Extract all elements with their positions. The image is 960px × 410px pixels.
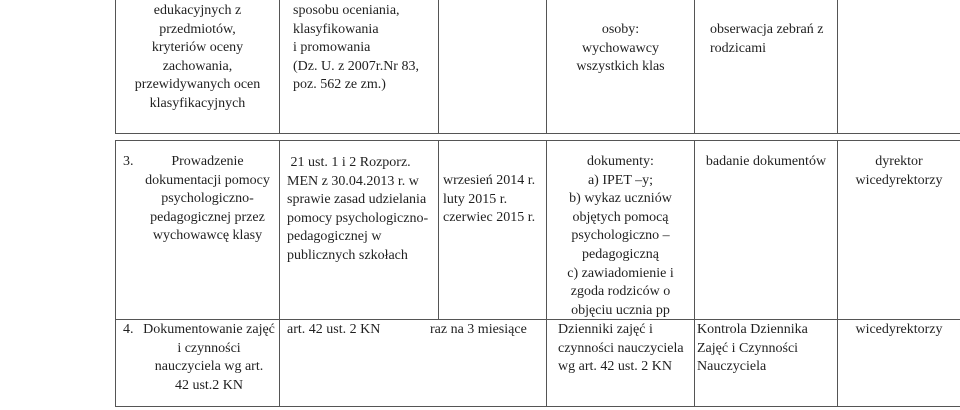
table-border-bottom xyxy=(115,406,960,407)
row3-col4-cell xyxy=(547,153,694,320)
text-line: edukacyjnych z xyxy=(153,3,242,18)
text-line: wicedyrektorzy xyxy=(855,322,943,337)
text-line: dokumentacji pomocy xyxy=(145,172,270,188)
text-line: psychologiczno – xyxy=(571,228,670,244)
row3-col3-cell xyxy=(443,172,546,228)
text-line: wychowawcy xyxy=(582,40,659,56)
text-line: i promowania xyxy=(293,40,371,56)
text-line: psychologiczno- xyxy=(161,191,254,207)
top-row-col5-cell xyxy=(710,21,837,58)
top-row-col2-cell xyxy=(293,2,438,95)
text-line: a) IPET –y; xyxy=(587,172,654,188)
text-line: osoby: xyxy=(601,22,640,37)
text-line: pomocy psychologiczno- xyxy=(287,210,429,226)
table-border-v xyxy=(438,140,439,320)
text-line: zgoda rodziców o xyxy=(570,284,671,300)
text-line: wychowawcę klasy xyxy=(152,228,263,244)
table-border-v xyxy=(694,0,695,134)
text-line: dokumenty: xyxy=(587,154,654,169)
text-line: Kontrola Dziennika xyxy=(697,322,808,337)
text-line: wicedyrektorzy xyxy=(855,172,943,188)
text-line: raz na 3 miesiące xyxy=(430,322,527,337)
text-line: 42 ust.2 KN xyxy=(174,377,244,393)
table-border-v xyxy=(694,140,695,407)
text-line: poz. 562 ze zm.) xyxy=(293,77,386,93)
text-line: kryteriów oceny xyxy=(151,40,244,56)
table-border-v xyxy=(837,0,838,134)
row4-col5-cell xyxy=(697,321,837,377)
row4-col4-cell xyxy=(558,321,694,377)
text-line: pedagogiczną xyxy=(582,246,659,262)
text-line: czerwiec 2015 r. xyxy=(443,210,536,226)
text-line: obserwacja zebrań z xyxy=(710,22,824,37)
text-line: zachowania, xyxy=(162,58,233,74)
top-row-col1-cell xyxy=(116,2,279,114)
row4-col2-cell xyxy=(287,321,437,340)
table-border-v xyxy=(115,140,116,407)
text-line: klasyfikowania xyxy=(293,21,379,37)
text-line: (Dz. U. z 2007r.Nr 83, xyxy=(293,58,419,74)
text-line: pedagogicznej w xyxy=(287,229,382,245)
text-line: badanie dokumentów xyxy=(705,154,827,169)
text-line: klasyfikacyjnych xyxy=(149,95,246,111)
row4-col1-cell xyxy=(140,321,278,395)
text-line: luty 2015 r. xyxy=(443,191,508,207)
text-line: Nauczyciela xyxy=(697,359,767,375)
text-line: wg art. 42 ust. 2 KN xyxy=(558,359,672,375)
text-line: rodzicami xyxy=(710,40,766,56)
table-border-v xyxy=(438,0,439,134)
text-line: nauczyciela wg art. xyxy=(154,359,264,375)
table-border-row3-top xyxy=(115,140,960,141)
text-line: dyrektor xyxy=(875,154,923,169)
text-line: wszystkich klas xyxy=(576,59,665,75)
table-border-v xyxy=(279,0,280,134)
row3-number: 3. xyxy=(123,154,134,169)
table-border-v xyxy=(279,140,280,407)
text-line: b) wykaz uczniów xyxy=(569,191,672,207)
text-line: pedagogicznej przez xyxy=(150,209,265,225)
row3-col6-cell xyxy=(838,153,960,190)
row3-col5-cell xyxy=(695,153,837,172)
text-line: Dzienniki zajęć i xyxy=(558,322,653,337)
text-line: przewidywanych ocen xyxy=(134,77,261,93)
text-line xyxy=(287,153,437,173)
text-line: Zajęć i Czynności xyxy=(697,340,799,356)
table-border-row4-top xyxy=(115,319,960,320)
row3-col2-cell xyxy=(287,153,437,266)
text-line: i czynności xyxy=(177,340,241,356)
text-line: przedmiotów, xyxy=(159,21,236,37)
text-line: art. 42 ust. 2 KN xyxy=(287,322,381,337)
text-line: Prowadzenie xyxy=(171,154,244,169)
text-line: objęciu ucznia pp xyxy=(571,302,670,318)
text-fragment: 21 ust. 1 i 2 Rozporz. xyxy=(290,155,411,170)
text-line: objętych pomocą xyxy=(572,209,669,225)
text-line: c) zawiadomienie i xyxy=(567,265,674,281)
row4-col6-cell xyxy=(838,321,960,340)
text-line: MEN z 30.04.2013 r. w xyxy=(287,173,419,189)
text-line: wrzesień 2014 r. xyxy=(443,173,536,188)
text-line: sprawie zasad udzielania xyxy=(287,192,427,208)
table-border-top-row-bottom xyxy=(115,133,960,134)
top-row-col4-cell xyxy=(547,21,694,77)
text-line: publicznych szkołach xyxy=(287,247,408,263)
text-line: sposobu oceniania, xyxy=(293,3,400,18)
row4-col3-cell xyxy=(430,321,546,340)
row3-col1-cell xyxy=(140,153,275,246)
text-line: czynności nauczyciela xyxy=(558,340,684,356)
row4-number: 4. xyxy=(123,322,134,337)
text-line: Dokumentowanie zajęć xyxy=(143,322,275,337)
